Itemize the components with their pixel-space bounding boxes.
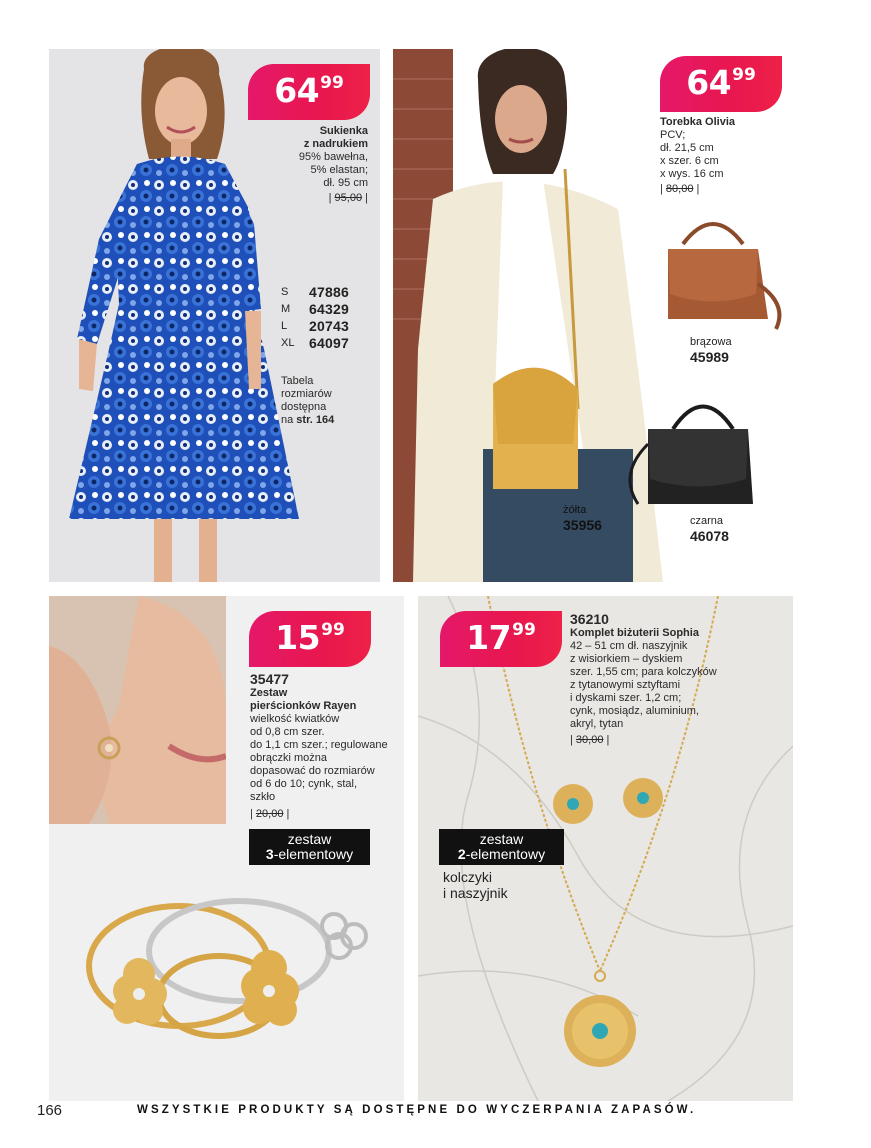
rings-price-integer: 15	[275, 618, 321, 657]
jewelry-price-integer: 17	[466, 618, 512, 657]
bag-variant-brown: brązowa 45989	[690, 336, 732, 365]
dress-old-price: | 95,00 |	[328, 192, 368, 204]
rings-old-price: | 20,00 |	[250, 808, 290, 820]
page-number: 166	[37, 1102, 63, 1119]
jewelry-name: Komplet biżuterii Sophia	[570, 627, 699, 639]
size-row: XL 64097	[281, 335, 349, 351]
dress-price-tag	[248, 64, 370, 120]
size-row: M 64329	[281, 301, 349, 317]
bag-price-integer: 64	[686, 63, 732, 102]
jewelry-description: 42 – 51 cm dł. naszyjnik z wisiorkiem – dyskiem szer. 1,55 cm; para kolczyków z tytanowymi sztyftami i dyskami szer. 1,2 cm; cynk, mosiądz, aluminium, akryl, tytan	[570, 640, 717, 730]
dress-name: Sukienka z nadrukiem	[303, 125, 368, 150]
rings-code: 35477	[250, 671, 289, 687]
rings-description: wielkość kwiatków od 0,8 cm szer. do 1,1 cm szer.; regulowane obrączki można dopasować do rozmiarów od 6 do 10; cynk, stal, szkło	[250, 713, 388, 803]
size-table-page-link[interactable]: str. 164	[296, 414, 335, 426]
rings-set-badge: zestaw 3-elementowy	[249, 829, 370, 865]
dress-price-decimal: 99	[320, 73, 344, 93]
brown-bag-image	[658, 204, 788, 334]
bag-old-price: | 80,00 |	[660, 183, 700, 195]
rings-price-tag	[249, 611, 371, 667]
size-row: L 20743	[281, 318, 349, 334]
bag-price-decimal: 99	[732, 65, 756, 85]
dress-price-integer: 64	[274, 71, 320, 110]
black-bag-image	[618, 384, 758, 514]
rings-model-image	[49, 596, 226, 824]
dress-description: 95% bawełna, 5% elastan; dł. 95 cm	[298, 151, 368, 189]
dress-info	[250, 125, 368, 205]
rings-price-decimal: 99	[321, 620, 345, 640]
rings-product-image	[69, 876, 379, 1076]
jewelry-price-tag	[440, 611, 562, 667]
dress-size-codes	[281, 284, 371, 352]
jewelry-price-decimal: 99	[512, 620, 536, 640]
availability-notice: WSZYSTKIE PRODUKTY SĄ DOSTĘPNE DO WYCZERPANIA ZAPASÓW.	[137, 1104, 697, 1116]
jewelry-code: 36210	[570, 611, 609, 627]
jewelry-info	[570, 611, 745, 747]
bag-variant-yellow: żółta 35956	[563, 504, 602, 533]
rings-info	[250, 671, 400, 821]
size-row: S 47886	[281, 284, 349, 300]
bag-name: Torebka Olivia	[660, 116, 735, 128]
bag-price-tag	[660, 56, 782, 112]
jewelry-set-badge: zestaw 2-elementowy	[439, 829, 564, 865]
dress-size-note: Tabela rozmiarów dostępna na str. 164	[281, 375, 335, 426]
rings-name: Zestaw pierścionków Rayen	[250, 687, 357, 712]
bag-variant-black: czarna 46078	[690, 515, 729, 544]
jewelry-contents: kolczyki i naszyjnik	[443, 869, 508, 901]
bag-info: Torebka Olivia PCV; dł. 21,5 cm x szer. 6 cm x wys. 16 cm | 80,00 |	[660, 116, 785, 196]
page-footer	[0, 1098, 871, 1128]
jewelry-old-price: | 30,00 |	[570, 734, 610, 746]
